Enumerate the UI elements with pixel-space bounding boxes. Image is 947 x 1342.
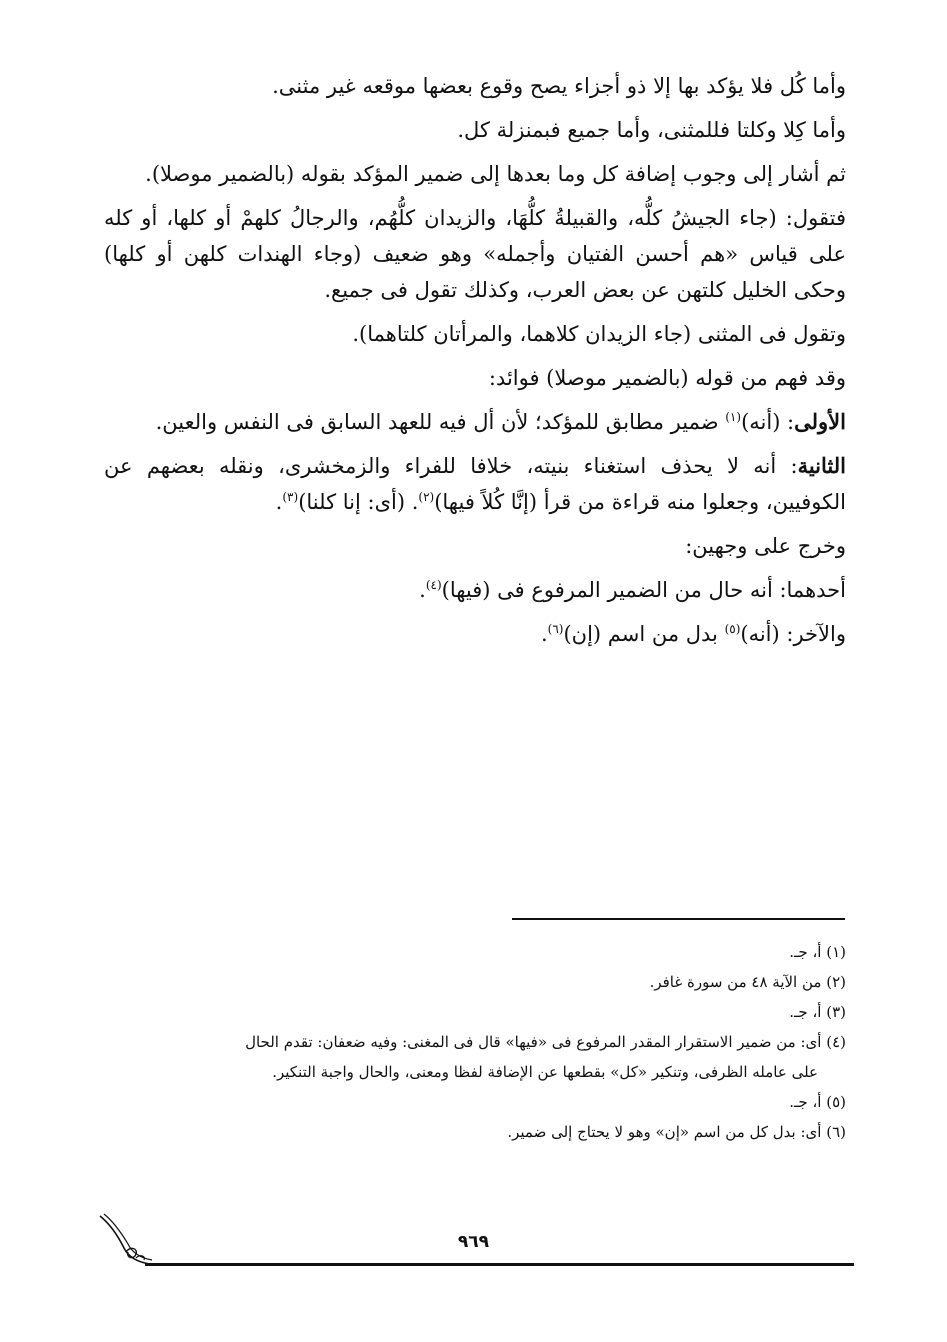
footnote-ref-6: (٦) [547, 622, 564, 636]
footnote-1: (١) أ، جـ. [789, 943, 846, 961]
aspect-two-text-c: . [540, 622, 548, 646]
footnote-ref-4: (٤) [425, 578, 442, 592]
footnote-ref-5: (٥) [724, 622, 741, 636]
paragraph-second-benefit [104, 448, 846, 520]
first-benefit-text-a: : (أنه) [741, 410, 795, 434]
paragraph-aspect-one [104, 572, 846, 608]
aspect-one-text-b: . [419, 578, 426, 602]
paragraph-1: وأما كُل فلا يؤكد بها إلا ذو أجزاء يصح وقوع بعضها موقعه غير مثنى. [272, 74, 846, 98]
paragraph-4: فتقول: (جاء الجيشُ كلُّه، والقبيلةُ كلُّهَا، والزيدان كلُّهُم، والرجالُ كلهمْ أو كلها، أو كله على قياس «هم أحسن الفتيان وأجمله» وهو ضعيف (وجاء الهندات كلهن أو كلها) وحكى الخليل كلتهن عن بعض العرب، وكذلك تقول فى جميع. [104, 206, 846, 302]
footnote-3: (٣) أ، جـ. [789, 1003, 846, 1021]
main-text [104, 68, 846, 660]
paragraph-aspect-two [104, 616, 846, 652]
first-benefit-text-b: ضمير مطابق للمؤكد؛ لأن أل فيه للعهد السابق فى النفس والعين. [155, 410, 726, 434]
second-benefit-heading: الثانية [797, 453, 846, 478]
footnote-ref-1: (١) [725, 410, 742, 424]
footnote-6: (٦) أى: بدل كل من اسم «إن» وهو لا يحتاج إلى ضمير. [507, 1123, 846, 1141]
second-benefit-text-a: : أنه لا يحذف استغناء بنيته، خلافا للفراء والزمخشرى، ونقله بعضهم عن الكوفيين، وجعلوا منه قراءة من قرأ (إنَّا كُلاً فيها) [104, 454, 846, 514]
footnote-4-continued: على عامله الظرفى، وتنكير «كل» بقطعها عن الإضافة لفظا ومعنى، والحال واجبة التنكير. [272, 1063, 818, 1081]
footnote-ref-2: (٢) [418, 490, 435, 504]
footnotes [104, 937, 846, 1147]
footnote-ref-3: (٣) [282, 490, 299, 504]
aspect-one-text-a: أحدهما: أنه حال من الضمير المرفوع فى (فيها) [441, 578, 846, 602]
second-benefit-text-c: . [275, 490, 283, 514]
paragraph-5: وتقول فى المثنى (جاء الزيدان كلاهما، والمرأتان كلتاهما). [352, 322, 846, 346]
first-benefit-heading: الأولى [794, 409, 846, 434]
aspect-two-text-b: بدل من اسم (إن) [563, 622, 725, 646]
footnote-4: (٤) أى: من ضمير الاستقرار المقدر المرفوع فى «فيها» قال فى المغنى: وفيه ضعفان: تقدم الحال [245, 1033, 846, 1051]
second-benefit-text-b: . (أى: إنا كلنا) [298, 490, 419, 514]
page-number: ٩٦٩ [457, 1232, 490, 1252]
footnote-5: (٥) أ، جـ. [789, 1093, 846, 1111]
paragraph-first-benefit [104, 404, 846, 440]
bottom-rule [145, 1263, 854, 1266]
paragraph-6: وقد فهم من قوله (بالضمير موصلا) فوائد: [488, 366, 846, 390]
footnote-divider [512, 918, 845, 920]
paragraph-3: ثم أشار إلى وجوب إضافة كل وما بعدها إلى ضمير المؤكد بقوله (بالضمير موصلا). [145, 162, 846, 186]
paragraph-2: وأما كِلا وكلتا فللمثنى، وأما جميع فبمنزلة كل. [457, 118, 846, 142]
paragraph-two-aspects: وخرج على وجهين: [685, 534, 846, 558]
aspect-two-text-a: والآخر: (أنه) [740, 622, 846, 646]
footnote-2: (٢) من الآية ٤٨ من سورة غافر. [649, 973, 846, 991]
